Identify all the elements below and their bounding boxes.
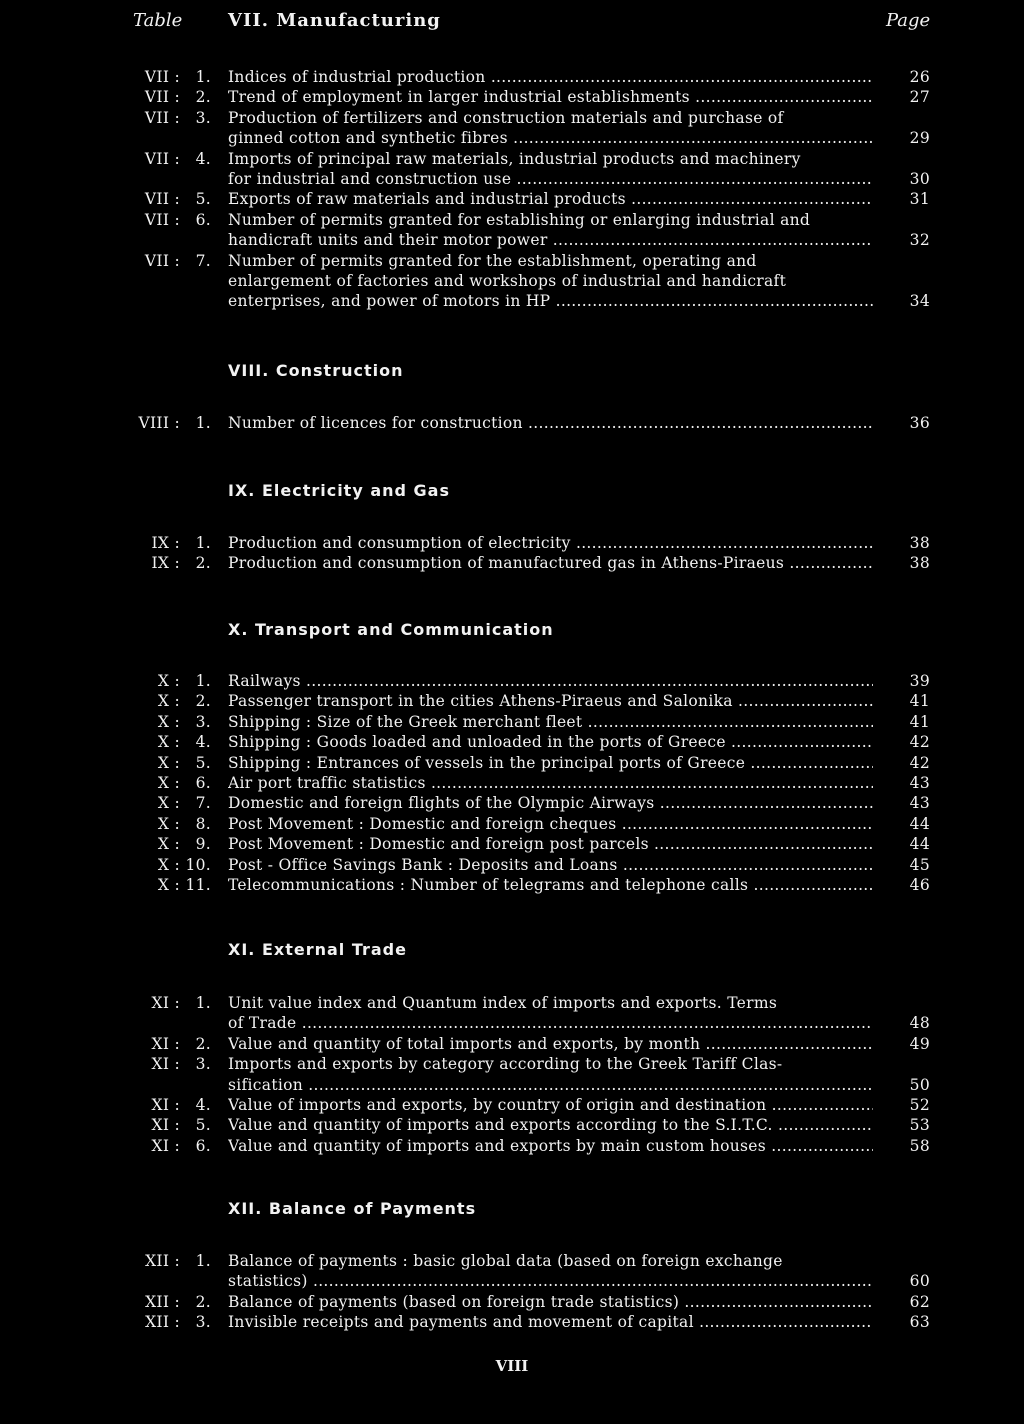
entry-page-number: 60 — [909, 1272, 930, 1291]
entry-title-line: Production of fertilizers and construction materials and purchase of — [228, 108, 784, 127]
entry-title-line: enlargement of factories and workshops of industrial and handicraft — [228, 271, 787, 290]
entry-title-line: Passenger transport in the cities Athens-Piraeus and Salonika ..... — [228, 692, 873, 710]
entry-number: 1. — [195, 994, 211, 1012]
entry-table-ref: X : — [157, 794, 180, 813]
entry-table-ref: XII : — [145, 1252, 180, 1270]
entry-table-ref: X : — [157, 733, 180, 752]
entry-page-number: 32 — [909, 231, 930, 250]
entry-page-number: 62 — [909, 1292, 930, 1311]
entry-page-number: 63 — [909, 1313, 930, 1332]
entry-title-line: Exports of raw materials and industrial products ..... — [228, 190, 873, 208]
section-title: IX. Electricity and Gas — [228, 481, 450, 500]
entry-number: 1. — [195, 534, 211, 552]
entry-table-ref: IX : — [151, 554, 180, 573]
entry-title-line: of Trade ..... — [228, 1014, 873, 1032]
entry-table-ref: X : — [157, 712, 180, 731]
toc-entry — [0, 88, 1024, 108]
toc-entry — [0, 672, 1024, 692]
entry-title-line: Value and quantity of total imports and exports, by month ..... — [228, 1035, 873, 1053]
toc-entry — [0, 534, 1024, 554]
entry-table-ref: X : — [157, 855, 180, 874]
entry-title-line: Post Movement : Domestic and foreign cheques ..... — [228, 815, 873, 833]
toc-entry — [0, 1055, 1024, 1096]
entry-title-line: Imports and exports by category according to the Greek Tariff Clas- — [228, 1055, 783, 1074]
toc-entry — [0, 211, 1024, 252]
entry-title-line: Number of permits granted for the establishment, operating and — [228, 251, 757, 270]
entry-table-ref: X : — [157, 753, 180, 772]
entry-title-line: Number of licences for construction ..... — [228, 414, 873, 432]
entry-number: 3. — [195, 712, 211, 731]
toc-entry — [0, 1116, 1024, 1136]
entry-title-line: Indices of industrial production ..... — [228, 68, 873, 86]
entry-page-number: 27 — [909, 88, 930, 107]
table-column-header: Table — [133, 10, 183, 31]
toc-entry — [0, 414, 1024, 434]
entry-number: 2. — [195, 1034, 211, 1053]
entry-table-ref: VII : — [144, 88, 180, 107]
toc-entry — [0, 713, 1024, 733]
entry-table-ref: XII : — [145, 1313, 180, 1332]
entry-table-ref: XI : — [151, 1055, 180, 1074]
entry-table-ref: VII : — [144, 210, 180, 229]
entry-number: 1. — [195, 68, 211, 86]
toc-entry — [0, 68, 1024, 88]
page-column-header: Page — [886, 10, 931, 31]
entry-page-number: 50 — [909, 1075, 930, 1094]
entry-title-line: Balance of payments : basic global data (based on foreign exchange — [228, 1252, 783, 1270]
toc-entry — [0, 794, 1024, 814]
toc-entry — [0, 1293, 1024, 1313]
entry-table-ref: VII : — [144, 251, 180, 270]
entry-title-line: Unit value index and Quantum index of imports and exports. Terms — [228, 994, 778, 1012]
entry-page-number: 58 — [909, 1136, 930, 1155]
entry-table-ref: X : — [157, 814, 180, 833]
entry-number: 6. — [195, 1136, 211, 1155]
entry-table-ref: X : — [157, 774, 180, 792]
entry-page-number: 41 — [909, 692, 930, 711]
entry-page-number: 49 — [909, 1034, 930, 1053]
toc-entry — [0, 815, 1024, 835]
toc-entry — [0, 994, 1024, 1035]
entry-number: 4. — [195, 733, 211, 752]
page-number-footer: VIII — [495, 1357, 529, 1375]
entry-table-ref: VII : — [144, 190, 180, 209]
entry-number: 7. — [195, 794, 211, 813]
toc-entry — [0, 692, 1024, 712]
entry-title-line: Production and consumption of electricity ..... — [228, 534, 873, 552]
entry-table-ref: XI : — [151, 1034, 180, 1053]
entry-page-number: 46 — [909, 876, 930, 894]
entry-title-line: Shipping : Entrances of vessels in the principal ports of Greece ..... — [228, 754, 873, 772]
entry-page-number: 48 — [909, 1014, 930, 1033]
toc-entry — [0, 876, 1024, 896]
entry-number: 4. — [195, 1096, 211, 1114]
toc-entry — [0, 1137, 1024, 1157]
entry-table-ref: VII : — [144, 149, 180, 168]
entry-title-line: Shipping : Size of the Greek merchant fleet ..... — [228, 713, 873, 731]
entry-number: 6. — [195, 774, 211, 792]
entry-number: 9. — [195, 835, 211, 854]
entry-table-ref: XI : — [151, 994, 180, 1012]
toc-entry — [0, 554, 1024, 574]
entry-title-line: ginned cotton and synthetic fibres ..... — [228, 129, 873, 147]
entry-page-number: 36 — [909, 414, 930, 432]
entry-title-line: Air port traffic statistics ..... — [228, 774, 873, 792]
entry-page-number: 31 — [909, 190, 930, 209]
entry-number: 5. — [195, 1116, 211, 1135]
toc-entry — [0, 190, 1024, 210]
entry-table-ref: X : — [157, 835, 180, 854]
toc-entry — [0, 1035, 1024, 1055]
toc-entry — [0, 754, 1024, 774]
entry-title-line: Invisible receipts and payments and movement of capital ..... — [228, 1313, 873, 1331]
entry-page-number: 53 — [909, 1116, 930, 1135]
entry-table-ref: VII : — [144, 108, 180, 127]
entry-title-line: Post Movement : Domestic and foreign post parcels ..... — [228, 835, 873, 853]
toc-entry — [0, 733, 1024, 753]
section-title: X. Transport and Communication — [228, 620, 554, 639]
entry-page-number: 44 — [909, 814, 930, 833]
entry-title-line: Telecommunications : Number of telegrams and telephone calls ..... — [228, 876, 873, 894]
entry-page-number: 38 — [909, 534, 930, 552]
entry-title-line: Domestic and foreign flights of the Olympic Airways ..... — [228, 794, 873, 812]
entry-number: 1. — [195, 1252, 211, 1270]
entry-number: 7. — [195, 251, 211, 270]
entry-title-line: Railways ..... — [228, 672, 873, 690]
entry-table-ref: XII : — [145, 1292, 180, 1311]
section-title: XI. External Trade — [228, 940, 407, 959]
toc-entry — [0, 109, 1024, 150]
entry-title-line: handicraft units and their motor power ..... — [228, 231, 873, 249]
entry-title-line: Value and quantity of imports and exports by main custom houses ..... — [228, 1137, 873, 1155]
entry-number: 4. — [195, 149, 211, 168]
entry-number: 3. — [195, 1055, 211, 1074]
entry-table-ref: X : — [157, 692, 180, 711]
entry-page-number: 42 — [909, 733, 930, 752]
entry-table-ref: XI : — [151, 1116, 180, 1135]
entry-page-number: 52 — [909, 1096, 930, 1114]
entry-page-number: 43 — [909, 774, 930, 792]
entry-page-number: 41 — [909, 712, 930, 731]
entry-number: 1. — [195, 414, 211, 432]
entry-table-ref: X : — [157, 672, 180, 690]
entry-page-number: 26 — [909, 68, 930, 86]
toc-entry — [0, 150, 1024, 191]
entry-title-line: Balance of payments (based on foreign trade statistics) ..... — [228, 1293, 873, 1311]
entry-title-line: statistics) ..... — [228, 1272, 873, 1290]
entry-title-line: sification ..... — [228, 1076, 873, 1094]
entry-table-ref: IX : — [151, 534, 180, 552]
entry-page-number: 38 — [909, 554, 930, 573]
toc-entry — [0, 856, 1024, 876]
entry-title-line: Value and quantity of imports and exports according to the S.I.T.C. ..... — [228, 1116, 873, 1134]
entry-title-line: enterprises, and power of motors in HP ..... — [228, 292, 873, 310]
toc-entry — [0, 774, 1024, 794]
entry-page-number: 42 — [909, 753, 930, 772]
entry-page-number: 34 — [909, 292, 930, 311]
page-title: VII. Manufacturing — [228, 10, 441, 31]
entry-table-ref: X : — [157, 876, 180, 894]
entry-number: 10. — [185, 855, 211, 874]
entry-number: 2. — [195, 1292, 211, 1311]
toc-entry — [0, 1313, 1024, 1333]
entry-number: 5. — [195, 753, 211, 772]
entry-title-line: Post - Office Savings Bank : Deposits and Loans ..... — [228, 856, 873, 874]
entry-number: 2. — [195, 88, 211, 107]
entry-title-line: Shipping : Goods loaded and unloaded in the ports of Greece ..... — [228, 733, 873, 751]
entry-page-number: 44 — [909, 835, 930, 854]
entry-number: 2. — [195, 692, 211, 711]
section-title: VIII. Construction — [228, 361, 404, 380]
toc-entry — [0, 835, 1024, 855]
entry-title-line: for industrial and construction use ..... — [228, 170, 873, 188]
entry-page-number: 29 — [909, 129, 930, 148]
entry-number: 5. — [195, 190, 211, 209]
entry-number: 8. — [195, 814, 211, 833]
entry-number: 6. — [195, 210, 211, 229]
entry-title-line: Imports of principal raw materials, industrial products and machinery — [228, 149, 801, 168]
toc-entry — [0, 252, 1024, 313]
section-title: XII. Balance of Payments — [228, 1199, 477, 1218]
toc-entry — [0, 1252, 1024, 1293]
entry-table-ref: XI : — [151, 1136, 180, 1155]
entry-page-number: 39 — [909, 672, 930, 690]
entry-title-line: Trend of employment in larger industrial establishments ..... — [228, 88, 873, 106]
entry-page-number: 45 — [909, 855, 930, 874]
toc-entry — [0, 1096, 1024, 1116]
entry-page-number: 43 — [909, 794, 930, 813]
entry-table-ref: VIII : — [138, 414, 180, 432]
entry-table-ref: VII : — [144, 68, 180, 86]
entry-number: 1. — [195, 672, 211, 690]
entry-number: 3. — [195, 108, 211, 127]
entry-title-line: Production and consumption of manufactured gas in Athens-Piraeus ..... — [228, 554, 873, 572]
entry-table-ref: XI : — [151, 1096, 180, 1114]
entry-page-number: 30 — [909, 169, 930, 188]
entry-number: 2. — [195, 554, 211, 573]
entry-title-line: Value of imports and exports, by country of origin and destination ..... — [228, 1096, 873, 1114]
entry-number: 11. — [185, 876, 211, 894]
entry-title-line: Number of permits granted for establishing or enlarging industrial and — [228, 210, 811, 229]
entry-number: 3. — [195, 1313, 211, 1332]
